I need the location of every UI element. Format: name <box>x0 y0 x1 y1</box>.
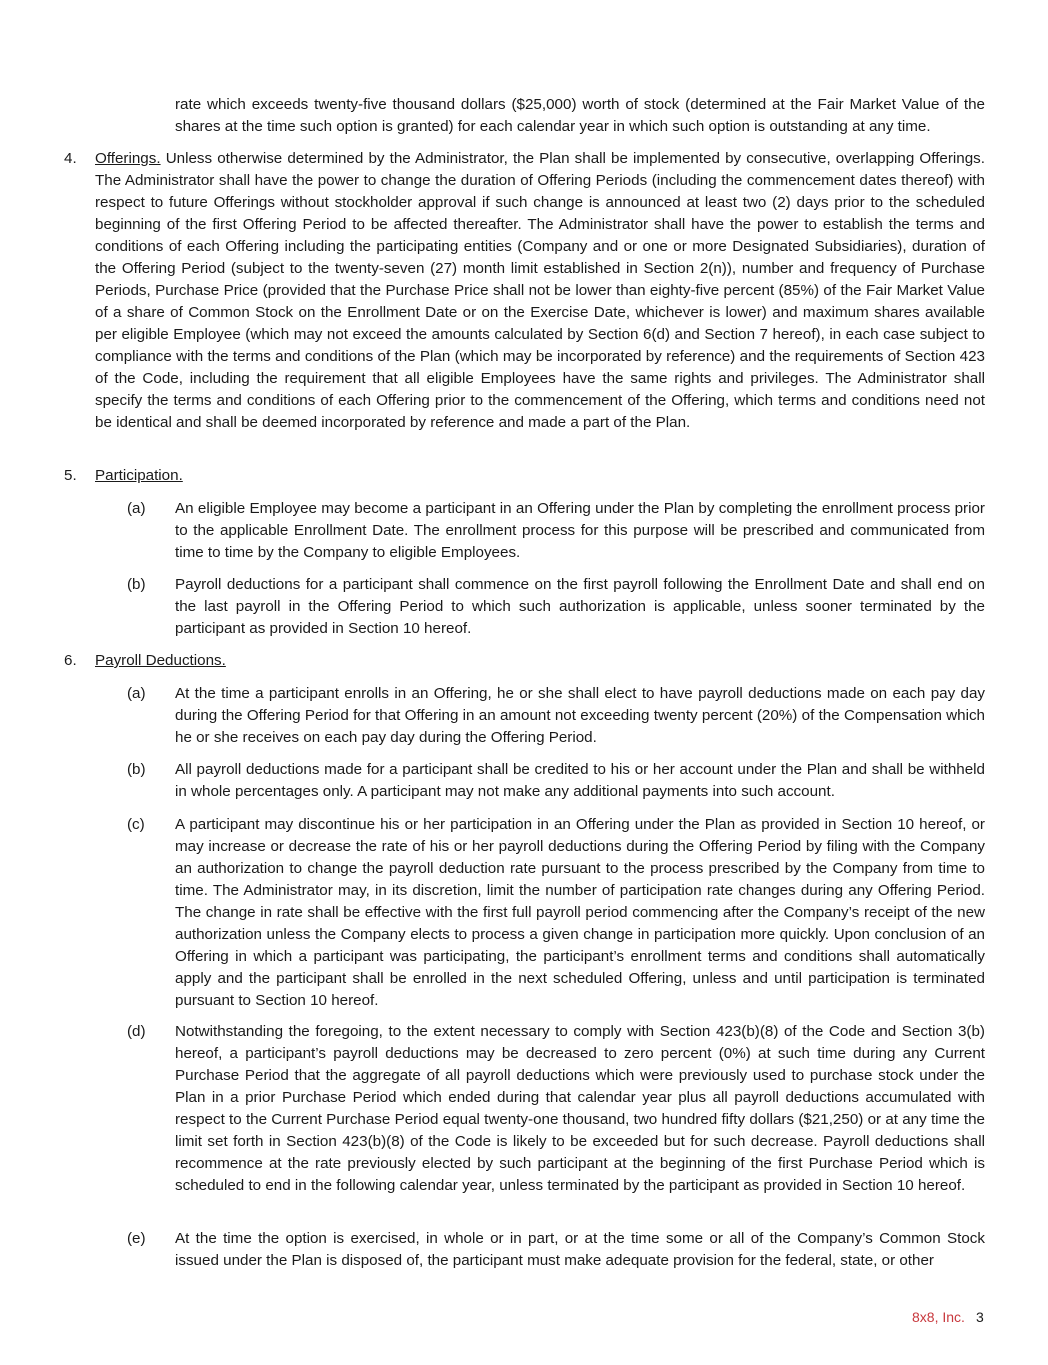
section-5a-label: (a) <box>127 500 146 517</box>
section-6c-label: (c) <box>127 816 145 833</box>
section-6a-label: (a) <box>127 685 146 702</box>
section-6b-label: (b) <box>127 761 146 778</box>
section-4-heading: Offerings. <box>95 150 161 167</box>
section-6d-label: (d) <box>127 1023 146 1040</box>
footer-page-number: 3 <box>976 1309 984 1325</box>
section-5-heading-line <box>95 465 985 487</box>
footer-company-name: 8x8, Inc. <box>912 1309 965 1325</box>
section-6a-text: At the time a participant enrolls in an Offering, he or she shall elect to have payroll deductions made on each pay day during the Offering Period for that Offering in an amount not exceeding twenty percent (20%) of the Compensation which he or she receives on each pay day during the Offering Period. <box>175 685 985 746</box>
section-6b-text: All payroll deductions made for a participant shall be credited to his or her account under the Plan and shall be withheld in whole percentages only. A participant may not make any additional payments into such account. <box>175 761 985 800</box>
continuation-paragraph: rate which exceeds twenty-five thousand dollars ($25,000) worth of stock (determined at the Fair Market Value of the shares at the time such option is granted) for each calendar year in which such option is outstanding at any time. <box>175 96 985 135</box>
section-5a-text: An eligible Employee may become a participant in an Offering under the Plan by completing the enrollment process prior to the applicable Enrollment Date. The enrollment process for this purpose will be prescribed and communicated from time to time by the Company to eligible Employees. <box>175 500 985 561</box>
section-6-heading: Payroll Deductions. <box>95 652 226 669</box>
section-6-heading-line <box>95 650 985 672</box>
section-5b-label: (b) <box>127 576 146 593</box>
section-4-number: 4. <box>64 150 77 167</box>
section-6d-text: Notwithstanding the foregoing, to the extent necessary to comply with Section 423(b)(8) of the Code and Section 3(b) hereof, a participant’s payroll deductions may be decreased to zero percent (0%) at such time during any Current Purchase Period that the aggregate of all payroll deductions which were previously used to purchase stock under the Plan in a prior Purchase Period which ended during that calendar year plus all payroll deductions accumulated with respect to the Current Purchase Period equal twenty-one thousand, two hundred fifty dollars ($21,250) or at any time the limit set forth in Section 423(b)(8) of the Code is likely to be exceeded but for such decrease. Payroll deductions shall recommence at the rate previously elected by such participant at the beginning of the first Purchase Period which is scheduled to end in the following calendar year, unless terminated by the participant as provided in Section 10 hereof. <box>175 1023 985 1194</box>
section-5b-text: Payroll deductions for a participant shall commence on the first payroll following the Enrollment Date and shall end on the last payroll in the Offering Period to which such authorization is applicable, unless sooner terminated by the participant as provided in Section 10 hereof. <box>175 576 985 637</box>
section-6e-label: (e) <box>127 1230 146 1247</box>
section-5-number: 5. <box>64 467 77 484</box>
section-6c-text: A participant may discontinue his or her participation in an Offering under the Plan as provided in Section 10 hereof, or may increase or decrease the rate of his or her payroll deductions during the Offering Period by filing with the Company an authorization to change the payroll deduction rate pursuant to the process prescribed by the Company from time to time. The Administrator may, in its discretion, limit the number of participation rate changes during any Offering Period. The change in rate shall be effective with the first full payroll period commencing after the Company’s receipt of the new authorization unless the Company elects to process a given change in participation more quickly. Upon conclusion of an Offering in which a participant was participating, the participant’s enrollment terms and conditions shall automatically apply and the participant shall be enrolled in the next scheduled Offering, unless and until participation is terminated pursuant to Section 10 hereof. <box>175 816 985 1009</box>
section-6-number: 6. <box>64 652 77 669</box>
section-4-paragraph <box>95 148 985 434</box>
section-6e-text: At the time the option is exercised, in whole or in part, or at the time some or all of the Company’s Common Stock issued under the Plan is disposed of, the participant must make adequate provision for the federal, state, or other <box>175 1230 985 1269</box>
section-5-heading: Participation. <box>95 467 183 484</box>
section-4-body: Unless otherwise determined by the Administrator, the Plan shall be implemented by consecutive, overlapping Offerings. The Administrator shall have the power to change the duration of Offering Periods (including the commencement dates thereof) with respect to future Offerings without stockholder approval if such change is announced at least two (2) days prior to the scheduled beginning of the first Offering Period to be affected thereafter. The Administrator shall have the power to establish the terms and conditions of each Offering including the participating entities (Company and or one or more Designated Subsidiaries), duration of the Offering Period (subject to the twenty-seven (27) month limit established in Section 2(n)), number and frequency of Purchase Periods, Purchase Price (provided that the Purchase Price shall not be lower than eighty-five percent (85%) of the Fair Market Value of a share of Common Stock on the Enrollment Date or on the Exercise Date, whichever is lower) and maximum shares available per eligible Employee (which may not exceed the amounts calculated by Section 6(d) and Section 7 hereof), in each case subject to compliance with the terms and conditions of the Plan (which may be incorporated by reference) and the requirements of Section 423 of the Code, including the requirement that all eligible Employees have the same rights and privileges. The Administrator shall specify the terms and conditions of each Offering prior to the commencement of the Offering, which terms and conditions need not be identical and shall be deemed incorporated by reference and made a part of the Plan. <box>95 150 985 431</box>
